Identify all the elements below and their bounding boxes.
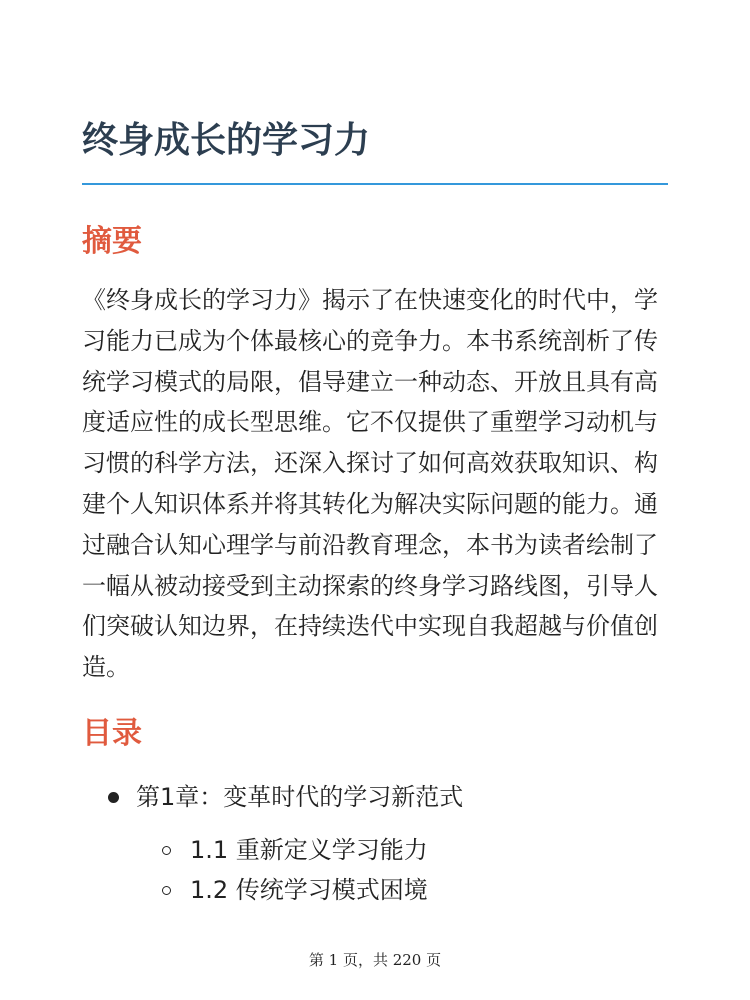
toc-chapter-label: 第1章：变革时代的学习新范式 <box>136 783 464 811</box>
abstract-heading: 摘要 <box>82 224 142 259</box>
document-page <box>82 0 668 1000</box>
table-of-contents <box>82 772 668 910</box>
toc-section-1-1[interactable] <box>136 830 668 870</box>
bullet-circle-icon <box>162 886 171 895</box>
abstract-paragraph: 《终身成长的学习力》揭示了在快速变化的时代中，学习能力已成为个体最核心的竞争力。本书系统剖析了传统学习模式的局限，倡导建立一种动态、开放且具有高度适应性的成长型思维。它不仅提供了重塑学习动机与习惯的科学方法，还深入探讨了如何高效获取知识、构建个人知识体系并将其转化为解决实际问题的能力。通过融合认知心理学与前沿教育理念，本书为读者绘制了一幅从被动接受到主动探索的终身学习路线图，引导人们突破认知边界，在持续迭代中实现自我超越与价值创造。 <box>82 286 658 682</box>
bullet-disc-icon <box>108 792 119 803</box>
toc-section-1-2[interactable] <box>136 870 668 910</box>
bullet-circle-icon <box>162 846 171 855</box>
toc-chapter-1[interactable] <box>82 772 668 822</box>
toc-section-label: 1.1 重新定义学习能力 <box>190 836 428 864</box>
toc-chapter-1-sections <box>82 830 668 910</box>
title-divider <box>82 183 668 185</box>
toc-heading: 目录 <box>82 716 142 751</box>
page-footer: 第 1 页，共 220 页 <box>308 951 442 969</box>
toc-chapter-1-sections-wrapper <box>82 830 668 910</box>
document-title: 终身成长的学习力 <box>82 120 371 161</box>
toc-section-label: 1.2 传统学习模式困境 <box>190 876 428 904</box>
